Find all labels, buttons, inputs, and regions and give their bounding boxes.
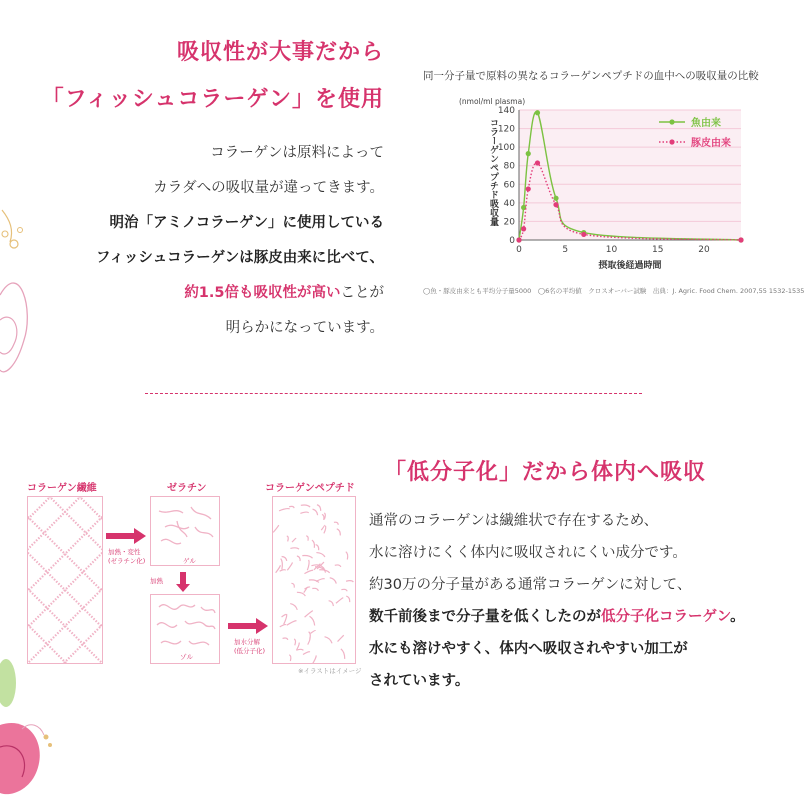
peptide-fragment: [337, 529, 341, 536]
peptide-fragment: [341, 649, 345, 659]
data-point: [526, 186, 531, 191]
text-line: [369, 633, 745, 665]
peptide-fragment: [287, 562, 292, 570]
peptide-fragment: [297, 643, 299, 650]
peptide-fragment: [335, 565, 341, 567]
peptide-fragment: [317, 505, 321, 511]
arrow-right-icon: [228, 618, 268, 634]
x-tick-label: 20: [698, 245, 710, 255]
y-tick-label: 0: [509, 236, 515, 246]
label-collagen-fiber: コラーゲン繊維: [27, 483, 97, 494]
label-gelatin: ゼラチン: [167, 483, 207, 494]
plot-area: [519, 110, 741, 240]
peptide-fragment: [336, 598, 343, 604]
text-run: 水に溶けにくく体内に吸収されにくい成分です。: [369, 545, 687, 561]
text-line: [369, 601, 745, 633]
peptide-fragment: [325, 637, 332, 644]
flower-decoration-top: [0, 200, 40, 390]
legend-label: 豚皮由来: [691, 138, 731, 149]
y-tick-label: 100: [497, 143, 515, 154]
text-run: フィッシュコラーゲンは豚皮由来に比べて、: [96, 250, 384, 266]
y-tick-label: 60: [503, 180, 515, 191]
peptide-fragment: [287, 536, 288, 541]
peptide-fragment: [316, 545, 319, 551]
peptide-fragment: [330, 578, 337, 584]
y-tick-label: 20: [503, 217, 515, 228]
peptide-fragment: [294, 639, 295, 645]
peptide-fragment: [301, 505, 310, 507]
peptide-fragment: [341, 589, 347, 591]
peptide-fragment: [312, 655, 316, 663]
peptide-fragment: [297, 556, 300, 561]
text-run: 。: [730, 609, 745, 625]
gel-strands-illustration: [151, 497, 219, 565]
text-run: コラーゲンは原料によって: [210, 145, 384, 161]
peptide-fragment: [289, 655, 291, 661]
x-tick-label: 0: [516, 245, 522, 255]
text-run: 明らかになっています。: [225, 320, 384, 336]
peptide-fragment: [281, 559, 283, 570]
data-point: [553, 202, 558, 207]
peptide-fragment: [322, 514, 324, 519]
heat-label: 加熱: [150, 577, 163, 585]
text-run: 低分子化コラーゲン: [601, 609, 731, 625]
text-run: 明治「アミノコラーゲン」に使用している: [109, 215, 384, 231]
peptide-fragment: [316, 579, 325, 582]
sol-label: ゾル: [180, 653, 193, 661]
collagen-fiber-box: [27, 496, 103, 664]
peptide-fragment: [282, 614, 287, 617]
collagen-peptide-box: [272, 496, 356, 664]
text-line: [96, 311, 384, 346]
peptide-fragment: [297, 592, 305, 596]
peptide-fragment: [282, 556, 287, 560]
arrow2-note-1: 加水分解: [234, 638, 260, 646]
data-point: [738, 237, 743, 242]
section1-heading-line2: 「フィッシュコラーゲン」を使用: [41, 87, 384, 112]
peptide-fragment: [303, 652, 310, 655]
chart-footnote: ◯魚・豚皮由来とも平均分子量5000 ◯6名の平均値 クロスオーバー試験 出典：J. Agric. Food Chem. 2007,55 1532-1535: [423, 287, 805, 295]
peptide-fragment: [321, 525, 324, 530]
chart-title: 同一分子量で原料の異なるコラーゲンペプチドの血中への吸収量の比較: [423, 70, 759, 82]
legend-marker: [669, 119, 674, 124]
peptide-fragment: [290, 548, 299, 549]
arrow1-note-2: (ゼラチン化): [108, 557, 146, 565]
peptide-fragment: [310, 631, 315, 634]
peptide-fragment: [306, 536, 308, 541]
x-tick-label: 5: [562, 245, 569, 255]
text-line: [369, 537, 745, 569]
legend-marker: [669, 139, 674, 144]
x-tick-label: 10: [605, 245, 618, 255]
text-line: [369, 569, 745, 601]
section1-body: [96, 136, 384, 346]
text-run: 通常のコラーゲンは繊維状で存在するため、: [369, 513, 659, 529]
text-run: 約1.5倍も吸収性が高い: [184, 285, 341, 301]
peptide-fragment: [280, 570, 286, 571]
peptide-fragment: [346, 596, 350, 602]
peptide-fragment: [329, 601, 334, 606]
peptide-fragment: [307, 560, 309, 570]
peptide-fragment: [289, 506, 294, 508]
text-run: ことが: [340, 285, 384, 301]
peptide-fragment: [291, 583, 294, 587]
x-tick-label: 15: [652, 245, 664, 255]
y-tick-label: 40: [503, 198, 515, 209]
peptide-fragment: [305, 611, 313, 617]
gel-label: ゲル: [183, 557, 196, 565]
peptide-fragments-illustration: [273, 497, 355, 663]
text-run: 水にも溶けやすく、体内へ吸収されやすい加工が: [369, 641, 688, 657]
text-line: [96, 241, 384, 276]
y-tick-label: 80: [503, 161, 515, 172]
fiber-lattice-illustration: [28, 497, 102, 663]
text-line: [96, 206, 384, 241]
data-point: [553, 196, 558, 201]
text-run: されています。: [369, 673, 470, 689]
section2-body: [369, 505, 745, 697]
arrow1-note-1: 加熱・変性: [108, 548, 141, 556]
peptide-fragment: [346, 581, 353, 582]
flower-decoration-bottom: [0, 655, 60, 800]
peptide-fragment: [310, 616, 315, 625]
image-note: ※イラストはイメージ: [298, 667, 362, 675]
x-axis-label: 摂取後経過時間: [598, 261, 662, 271]
peptide-fragment: [312, 540, 315, 548]
arrow-right-icon: [106, 528, 146, 544]
arrow2-note-2: (低分子化): [234, 647, 266, 655]
y-tick-label: 120: [497, 124, 515, 135]
peptide-fragment: [276, 565, 281, 572]
peptide-fragment: [273, 525, 279, 532]
data-point: [516, 237, 521, 242]
peptide-fragment: [279, 509, 290, 511]
y-tick-label: 140: [497, 106, 515, 116]
data-point: [535, 110, 540, 115]
peptide-fragment: [346, 552, 348, 560]
peptide-fragment: [292, 538, 296, 542]
data-point: [535, 160, 540, 165]
text-line: [369, 665, 745, 697]
peptide-fragment: [338, 635, 344, 641]
text-line: [369, 505, 745, 537]
text-line: [96, 276, 384, 311]
peptide-fragment: [308, 637, 310, 645]
peptide-fragment: [304, 570, 313, 573]
section2-heading: 「低分子化」だから体内へ吸収: [384, 460, 707, 485]
data-point: [526, 151, 531, 156]
peptide-fragment: [283, 638, 288, 640]
peptide-fragment: [304, 587, 309, 589]
data-point: [521, 226, 526, 231]
text-run: カラダへの吸収量が違ってきます。: [153, 180, 384, 196]
arrow-down-icon: [176, 572, 190, 592]
peptide-fragment: [290, 604, 297, 610]
peptide-fragment: [302, 555, 312, 558]
label-collagen-peptide: コラーゲンペプチド: [265, 483, 355, 494]
y-axis-label: コラーゲンペプチド吸収量: [488, 118, 498, 226]
unit-label: (nmol/ml plasma): [459, 97, 526, 106]
peptide-fragment: [287, 621, 297, 626]
text-run: 約30万の分子量がある通常コラーゲンに対して、: [369, 577, 692, 593]
legend-label: 魚由来: [691, 118, 721, 129]
peptide-fragment: [280, 625, 286, 627]
data-point: [581, 232, 586, 237]
text-run: 数千前後まで分子量を低くしたのが: [369, 609, 601, 625]
peptide-fragment: [300, 512, 308, 513]
text-line: [96, 136, 384, 171]
peptide-fragment: [334, 522, 338, 525]
section1-heading-line1: 吸収性が大事だから: [176, 40, 384, 65]
peptide-fragment: [316, 553, 325, 557]
peptide-fragment: [313, 509, 318, 515]
absorption-line-chart: [423, 90, 753, 280]
text-line: [96, 171, 384, 206]
peptide-fragment: [312, 588, 318, 590]
section-divider: [145, 393, 642, 394]
